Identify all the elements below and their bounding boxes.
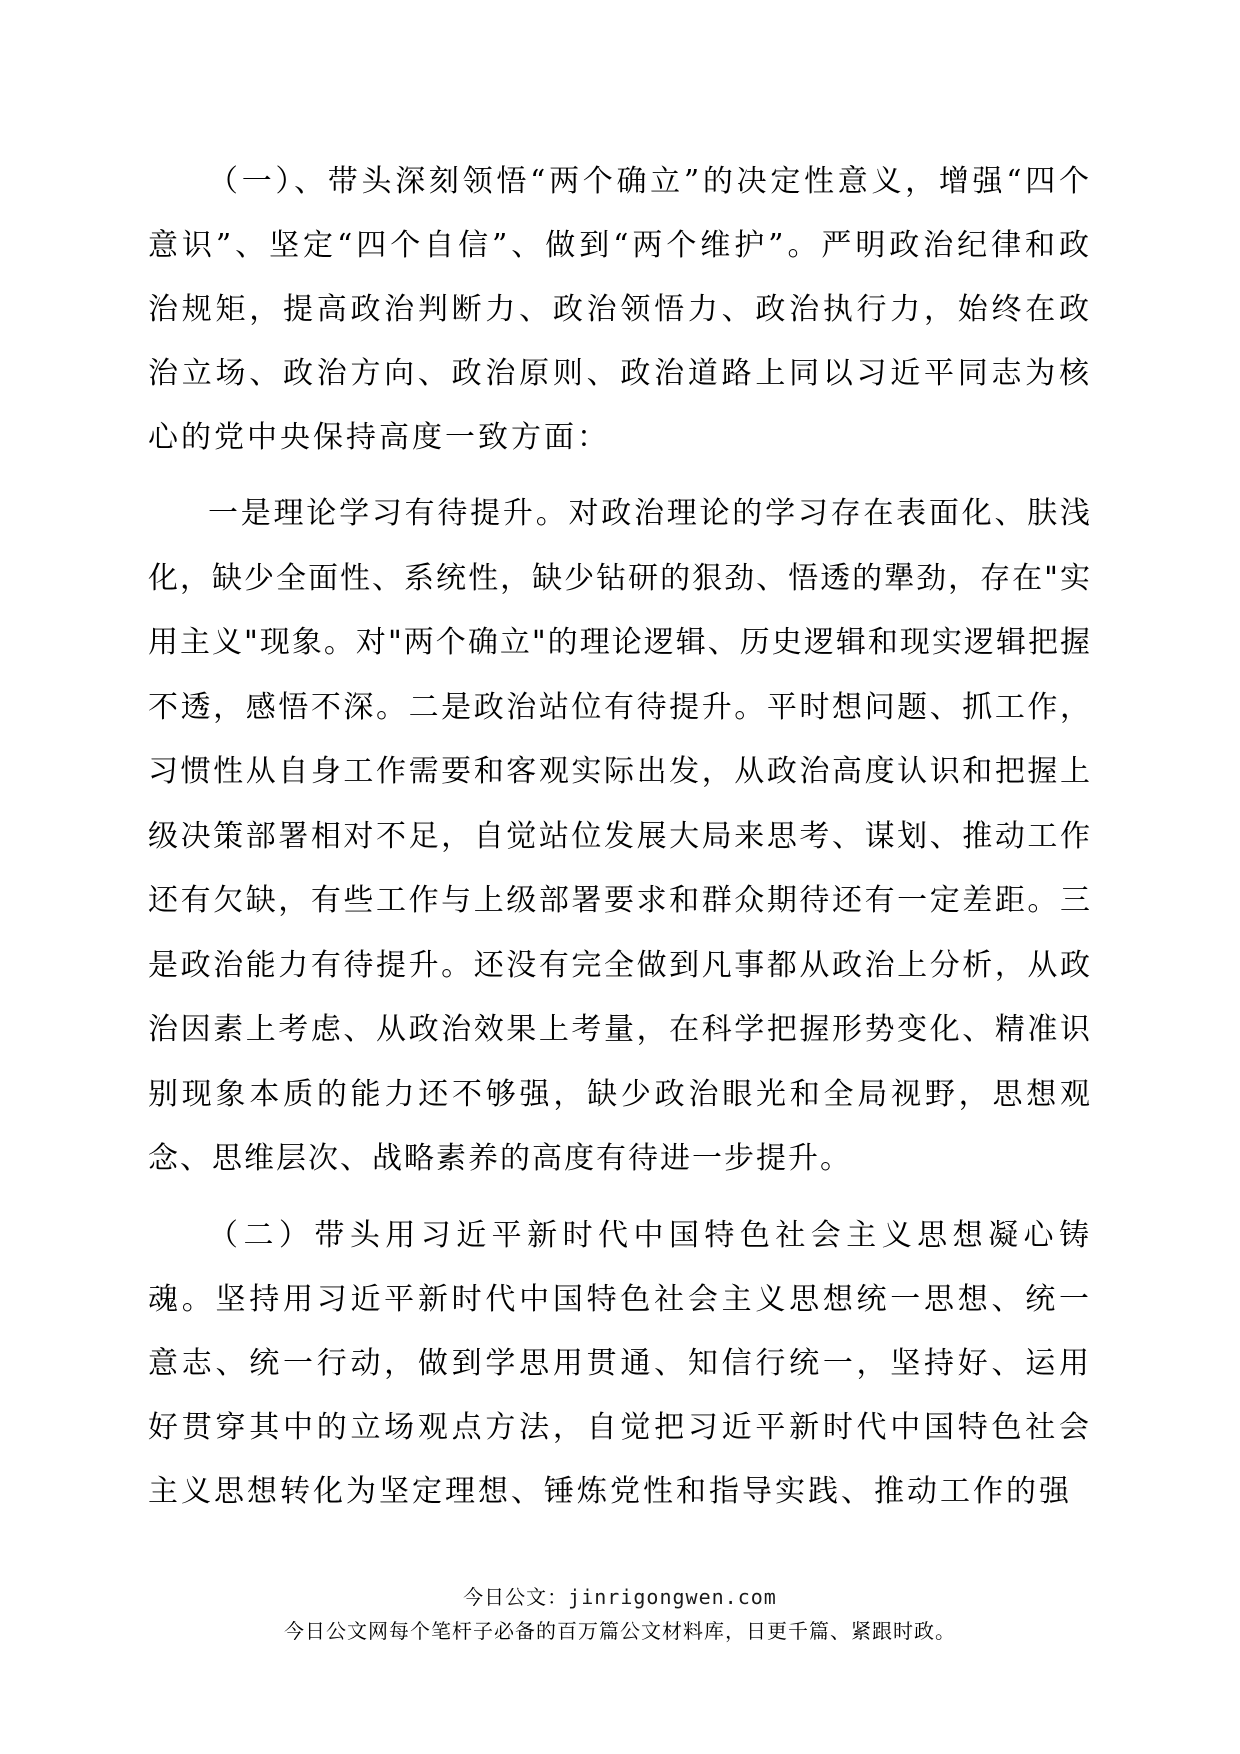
footer-site-label: 今日公文： — [463, 1585, 569, 1609]
footer-slogan: 今日公文网每个笔杆子必备的百万篇公文材料库，日更千篇、紧跟时政。 — [284, 1619, 956, 1643]
paragraph-section-one-heading: （一）、带头深刻领悟“两个确立”的决定性意义，增强“四个意识”、坚定“四个自信”、做到“两个维护”。严明政治纪律和政治规矩，提高政治判断力、政治领悟力、政治执行力，始终在政治立场、政治方向、政治原则、政治道路上同以习近平同志为核心的党中央保持高度一致方面： — [148, 164, 1092, 455]
footer-site-line — [0, 1582, 1240, 1612]
paragraph-section-one-body: 一是理论学习有待提升。对政治理论的学习存在表面化、肤浅化，缺少全面性、系统性，缺少钻研的狠劲、悟透的犟劲，存在"实用主义"现象。对"两个确立"的理论逻辑、历史逻辑和现实逻辑把握不透，感悟不深。二是政治站位有待提升。平时想问题、抓工作，习惯性从自身工作需要和客观实际出发，从政治高度认识和把握上级决策部署相对不足，自觉站位发展大局来思考、谋划、推动工作还有欠缺，有些工作与上级部署要求和群众期待还有一定差距。三是政治能力有待提升。还没有完全做到凡事都从政治上分析，从政治因素上考虑、从政治效果上考量，在科学把握形势变化、精准识别现象本质的能力还不够强，缺少政治眼光和全局视野，思想观念、思维层次、战略素养的高度有待进一步提升。 — [148, 496, 1092, 1176]
footer-site-url[interactable]: jinrigongwen.com — [568, 1585, 777, 1609]
document-body — [148, 150, 1092, 1524]
paragraph-section-two-heading: （二）带头用习近平新时代中国特色社会主义思想凝心铸魂。坚持用习近平新时代中国特色社会主义思想统一思想、统一意志、统一行动，做到学思用贯通、知信行统一，坚持好、运用好贯穿其中的立场观点方法，自觉把习近平新时代中国特色社会主义思想转化为坚定理想、锤炼党性和指导实践、推动工作的强 — [148, 1217, 1092, 1509]
page-footer — [0, 1582, 1240, 1646]
